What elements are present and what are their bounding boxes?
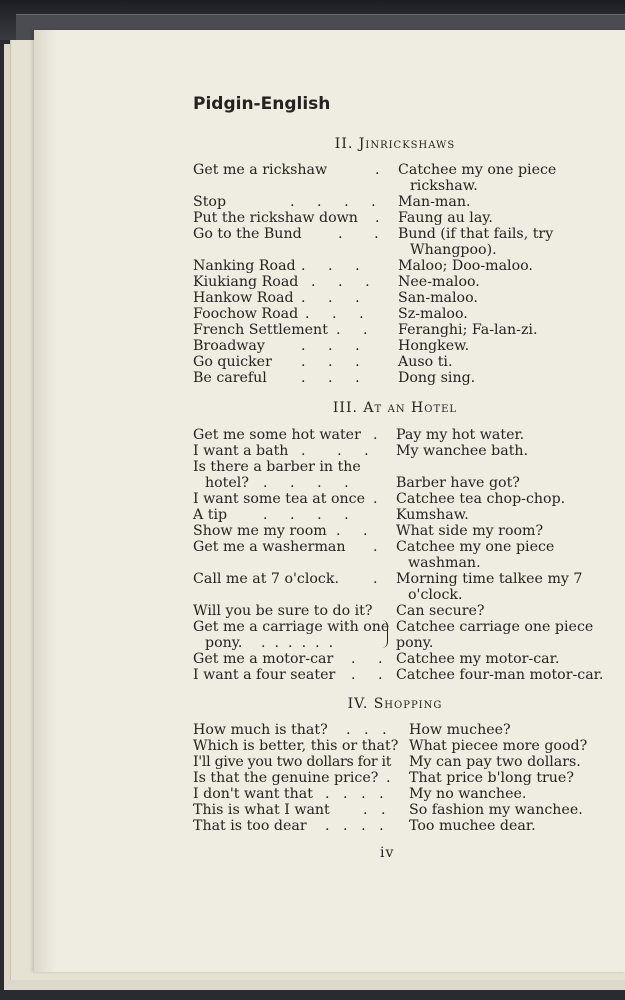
pidgin-phrase: Hongkew.: [398, 338, 470, 354]
english-phrase: Kiukiang Road: [193, 274, 299, 290]
leader-dots: . .: [336, 523, 368, 539]
pidgin-phrase: So fashion my wanchee.: [409, 802, 583, 818]
leader-dots: . . .: [305, 306, 364, 322]
english-phrase: Is that the genuine price?: [193, 770, 379, 786]
leader-dots: .: [375, 162, 380, 178]
pidgin-phrase: Can secure?: [396, 603, 485, 619]
english-phrase: Get me a washerman: [193, 539, 346, 555]
english-phrase: A tip: [193, 507, 228, 523]
leader-dots: . . .: [346, 722, 387, 738]
pidgin-phrase: Dong sing.: [398, 370, 476, 386]
leader-dots: . . . .: [263, 507, 349, 523]
english-phrase: Is there a barber in the: [193, 459, 361, 475]
section-title-shopping: IV. Shopping: [347, 696, 443, 712]
pidgin-phrase: What side my room?: [396, 523, 544, 539]
english-phrase: Go to the Bund: [193, 226, 302, 242]
pidgin-phrase: Man-man.: [398, 194, 471, 210]
pidgin-phrase: Barber have got?: [396, 475, 520, 491]
leader-dots: . . .: [301, 338, 360, 354]
pidgin-phrase: What piecee more good?: [409, 738, 588, 754]
leader-dots: . . .: [301, 258, 360, 274]
english-phrase: hotel?: [205, 475, 249, 491]
english-phrase: Will you be sure to do it?: [193, 603, 373, 619]
pidgin-phrase: San-maloo.: [398, 290, 478, 306]
english-phrase: Be careful: [193, 370, 267, 386]
leader-dots: . . .: [311, 274, 370, 290]
pidgin-phrase: Catchee my one piece rickshaw.: [398, 162, 557, 194]
pidgin-phrase: Catchee my one piece washman.: [396, 539, 555, 571]
pidgin-phrase: Maloo; Doo-maloo.: [398, 258, 533, 274]
english-phrase: I want some tea at once: [193, 491, 366, 507]
pidgin-phrase: pony.: [396, 635, 434, 651]
english-phrase: Get me a rickshaw: [193, 162, 328, 178]
english-phrase: Stop: [193, 194, 227, 210]
leader-dots: . . . .: [263, 475, 349, 491]
pidgin-phrase: My no wanchee.: [409, 786, 527, 802]
leader-dots: . . .: [301, 354, 360, 370]
leader-dots: . . .: [301, 443, 369, 459]
english-phrase: Go quicker: [193, 354, 272, 370]
leader-dots: .: [373, 491, 378, 507]
pidgin-phrase: Bund (if that fails, try Whangpoo).: [398, 226, 554, 258]
pidgin-phrase: Sz-maloo.: [398, 306, 468, 322]
pidgin-phrase: Kumshaw.: [396, 507, 469, 523]
leader-dots: . . . .: [290, 194, 376, 210]
english-phrase: Call me at 7 o'clock.: [193, 571, 339, 587]
page-number: iv: [380, 845, 395, 861]
pidgin-phrase: Catchee four-man motor-car.: [396, 667, 604, 683]
leader-dots: . .: [336, 322, 368, 338]
pidgin-phrase: My can pay two dollars.: [409, 754, 581, 770]
leader-dots: . . . .: [325, 786, 384, 802]
pidgin-phrase: Catchee tea chop-chop.: [396, 491, 566, 507]
english-phrase: I don't want that: [193, 786, 313, 802]
pidgin-phrase: Catchee carriage one piece: [396, 619, 594, 635]
leader-dots: . .: [351, 667, 383, 683]
leader-dots: . .: [351, 651, 383, 667]
pidgin-phrase: Pay my hot water.: [396, 427, 525, 443]
pidgin-phrase: Faung au lay.: [398, 210, 493, 226]
leader-dots: .: [375, 210, 380, 226]
english-phrase: This is what I want: [193, 802, 330, 818]
english-phrase: That is too dear: [193, 818, 307, 834]
leader-dots: .: [373, 571, 378, 587]
section-title-hotel: III. At an Hotel: [332, 400, 458, 416]
pidgin-phrase: Nee-maloo.: [398, 274, 480, 290]
english-phrase: French Settlement: [193, 322, 328, 338]
leader-dots: . . . . . .: [261, 635, 334, 651]
english-phrase: Get me some hot water: [193, 427, 361, 443]
leader-dots: .: [373, 539, 378, 555]
leader-dots: . . .: [301, 370, 360, 386]
english-phrase: I'll give you two dollars for it: [193, 754, 392, 770]
pidgin-phrase: Catchee my motor-car.: [396, 651, 560, 667]
english-phrase: Foochow Road: [193, 306, 299, 322]
pidgin-phrase: How muchee?: [409, 722, 511, 738]
english-phrase: Which is better, this or that?: [193, 738, 399, 754]
pidgin-phrase: Morning time talkee my 7 o'clock.: [396, 571, 583, 603]
english-phrase: pony.: [205, 635, 243, 651]
pidgin-phrase: My wanchee bath.: [396, 443, 529, 459]
english-phrase: I want a bath: [193, 443, 289, 459]
english-phrase: Show me my room: [193, 523, 327, 539]
english-phrase: Get me a carriage with one: [193, 619, 390, 635]
english-phrase: Get me a motor-car: [193, 651, 334, 667]
pidgin-phrase: That price b'long true?: [409, 770, 574, 786]
english-phrase: I want a four seater: [193, 667, 336, 683]
leader-dots: .: [386, 770, 391, 786]
english-phrase: How much is that?: [193, 722, 328, 738]
leader-dots: .: [373, 427, 378, 443]
running-header: Pidgin-English: [193, 94, 331, 114]
leader-dots: . .: [338, 226, 379, 242]
leader-dots: . . .: [301, 290, 360, 306]
leader-dots: . . . .: [325, 818, 384, 834]
leader-dots: . .: [363, 802, 386, 818]
section-title-jinrickshaws: II. Jinrickshaws: [334, 136, 456, 152]
pidgin-phrase: Too muchee dear.: [409, 818, 536, 834]
english-phrase: Broadway: [193, 338, 265, 354]
pidgin-phrase: Feranghi; Fa-lan-zi.: [398, 322, 538, 338]
english-phrase: Nanking Road: [193, 258, 296, 274]
english-phrase: Hankow Road: [193, 290, 294, 306]
english-phrase: Put the rickshaw down: [193, 210, 358, 226]
pidgin-phrase: Auso ti.: [398, 354, 453, 370]
